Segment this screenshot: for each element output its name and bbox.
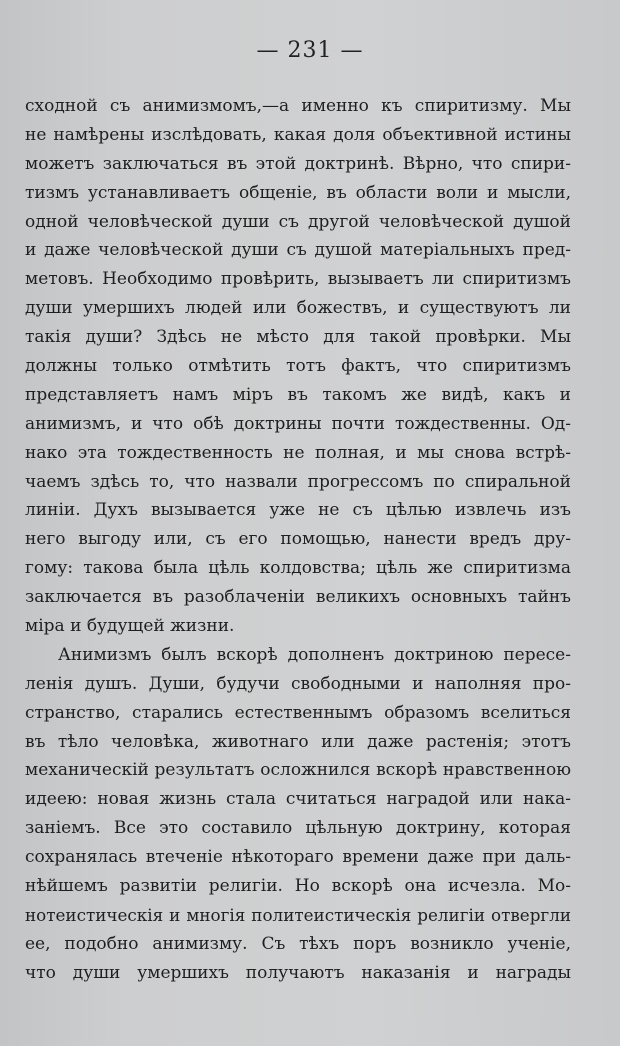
text-line: сходной съ анимизмомъ,—а именно къ спиритизму. Мы [25,96,571,116]
text-line: нако эта тождественность не полная, и мы снова встрѣ- [25,442,571,463]
text-line: странство, старались естественнымъ образомъ вселиться [25,702,571,723]
text-line: одной человѣческой души съ другой человѣческой душой [25,211,571,232]
text-line: чаемъ здѣсь то, что назвали прогрессомъ по спиральной [25,471,571,492]
paragraph-end-line: міра и будущей жизни. [25,616,235,637]
text-line: должны только отмѣтить тотъ фактъ, что спиритизмъ [25,356,571,377]
page-number: — 231 — [256,38,364,63]
text-line: заключается въ разоблаченіи великихъ основныхъ тайнъ [25,587,571,608]
text-line: такія души? Здѣсь не мѣсто для такой провѣрки. Мы [25,327,571,348]
text-line: и даже человѣческой души съ душой матеріальныхъ пред- [25,240,571,261]
text-line: механическій результатъ осложнился вскорѣ нравственною [25,760,571,781]
text-line: въ тѣло человѣка, животнаго или даже растенія; этотъ [25,731,571,752]
text-line: нотеистическія и многія политеистическія религіи отвергли [25,904,571,925]
text-line: что души умершихъ получаютъ наказанія и награды [25,962,571,983]
body-text [25,92,571,988]
text-line: сохранялась втеченіе нѣкотораго времени даже при даль- [25,847,571,868]
text-line: можетъ заключаться въ этой доктринѣ. Вѣрно, что спири- [25,153,571,174]
text-line: анимизмъ, и что обѣ доктрины почти тождественны. Од- [25,413,571,434]
text-line: нѣйшемъ развитіи религіи. Но вскорѣ она исчезла. Мо- [25,876,571,897]
text-line: идеею: новая жизнь стала считаться наградой или нака- [25,789,571,810]
text-line: гому: такова была цѣль колдовства; цѣль же спиритизма [25,558,571,579]
text-line: не намѣрены изслѣдовать, какая доля объективной истины [25,124,571,145]
text-line: линіи. Духъ вызывается уже не съ цѣлью извлечь изъ [25,500,571,521]
text-line: представляетъ намъ міръ въ такомъ же видѣ, какъ и [25,384,571,405]
text-line: тизмъ устанавливаетъ общеніе, въ области воли и мысли, [25,182,571,203]
text-line: души умершихъ людей или божествъ, и существуютъ ли [25,298,571,319]
paragraph-start-line: Анимизмъ былъ вскорѣ дополненъ доктриною пересе- [58,644,571,665]
text-line: заніемъ. Все это составило цѣльную доктрину, которая [25,818,571,839]
text-line: ленія душъ. Души, будучи свободными и наполняя про- [25,673,571,694]
text-line: ее, подобно анимизму. Съ тѣхъ поръ возникло ученіе, [25,933,571,954]
text-line: метовъ. Необходимо провѣрить, вызываетъ ли спиритизмъ [25,269,571,290]
text-line: него выгоду или, съ его помощью, нанести вредъ дру- [25,529,571,550]
